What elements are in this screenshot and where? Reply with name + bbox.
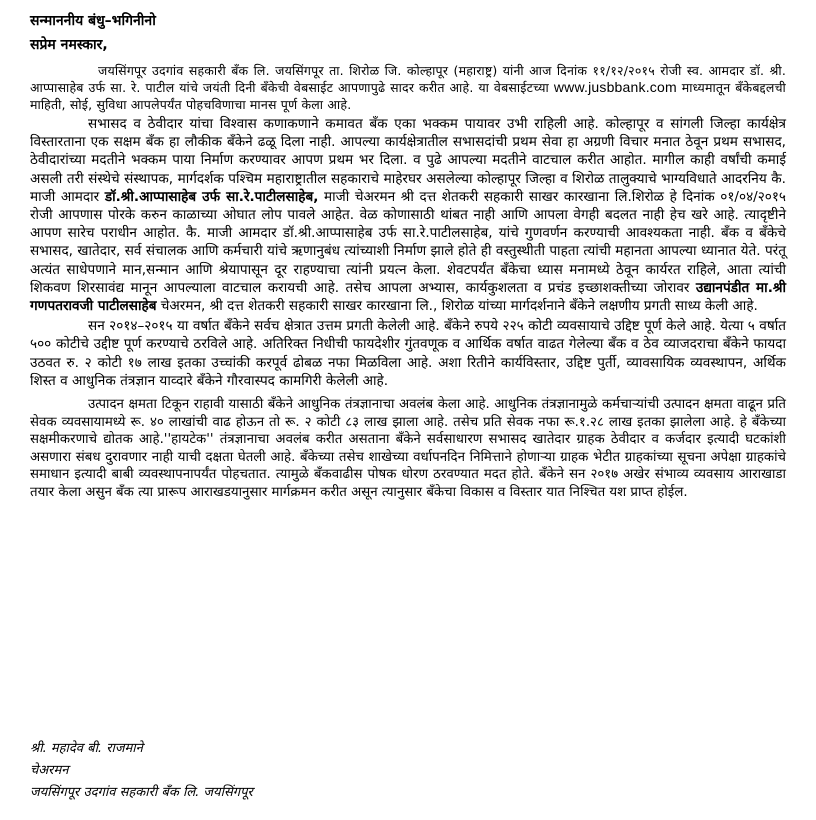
signatory-organization: जयसिंगपूर उदगांव सहकारी बँक लि. जयसिंगपूर: [30, 785, 253, 800]
tribute-paragraph: [30, 115, 786, 315]
letter-salutation: सप्रेम नमस्कार,: [30, 37, 108, 53]
tribute-text-3: चेअरमन, श्री दत्त शेतकरी सहकारी साखर कारखाना लि., शिरोळ यांच्या मार्गदर्शनाने बँकेने लक्षणीय प्रगती साध्य केली आहे.: [160, 298, 758, 315]
signatory-name: श्री. महादेव बी. राजमाने: [30, 741, 143, 756]
letter-greeting: सन्माननीय बंधु–भगिनीनो: [30, 13, 156, 29]
intro-text-after-url: माध्यमातून बँकेबद्दलची माहिती, सोई, सुविधा आपलेपर्यंत पोहचविणाचा मानस पूर्ण केला आहे.: [30, 80, 786, 112]
signature-block: [30, 738, 253, 804]
founder-name: डॉ.श्री.आप्पासाहेब उर्फ सा.रे.पाटीलसाहेब,: [104, 188, 319, 205]
tribute-text-1: सभासद व ठेवीदार यांचा विश्वास कणाकणाने कमावत बँक एका भक्कम पायावर उभी राहिली आहे. कोल्हापूर व सांगली जिल्हा कार्यक्षेत्र विस्तारताना एक सक्षम बँक हा लौकीक बँकेने ढळू दिला नाही. आपल्या कार्यक्षेत्रातील सभासदांची प्रथम सेवा हा अग्रणी विचार मनात ठेवून प्रथम सभासद, ठेवीदारांच्या मदतीने भक्कम पाया निर्माण करण्यावर आपण प्रथम भर दिला. व पुढे आपल्या मदतीने वाटचाल करीत आहोत. मागील काही वर्षांची कमाई असली तरी संस्थेचे संस्थापक, मार्गदर्शक पश्चिम महाराष्ट्रातील सहकाराचे माहेरघर असलेल्या कोल्हापूर जिल्हा व शिरोळ तालुक्याचे भाग्यविधाते आदरनिय कै. माजी आमदार: [30, 116, 786, 205]
website-url: www.jusbbank.com: [553, 79, 677, 95]
signatory-title: चेअरमन: [30, 763, 69, 778]
intro-text-before-url: जयसिंगपूर उदगांव सहकारी बँक लि. जयसिंगपूर ता. शिरोळ जि. कोल्हापूर (महाराष्ट्र) यांनी आज दिनांक ११/१२/२०१५ रोजी स्व. आमदार डॉ. श्री. आप्पासाहेब उर्फ सा. रे. पाटील यांचे जयंती दिनी बँकेची वेबसाईट आपणापुढे सादर करीत आहे. या वेबसाईटच्या: [30, 63, 786, 95]
chairman-guide-name: उद्यानपंडीत मा.श्री गणपतरावजी पाटीलसाहेब: [30, 279, 786, 315]
intro-paragraph: [30, 62, 786, 113]
tribute-text-2: माजी चेअरमन श्री दत्त शेतकरी सहकारी साखर कारखाना लि.शिरोळ हे दिनांक ०१/०४/२०१५ रोजी आपणास पोरके करुन काळाच्या ओघात लोप पावले आहेत. वेळ कोणासाठी थांबत नाही आणि आपला वेगही बदलत नाही हेच खरे आहे. त्यादृष्टीने आपण सारेच पराधीन आहोत. कै. माजी आमदार डॉ.श्री.आप्पासाहेब उर्फ सा.रे.पाटीलसाहेब, यांचे गुणवर्णन करण्याची आवश्यकता नाही. बँक व बँकेचे सभासद, खातेदार, सर्व संचालक आणि कर्मचारी यांचे ऋणानुबंध त्यांच्याशी निर्माण झाले होते ही वस्तुस्थीती पाहता त्यांची महानता आपल्या ध्यानात येते. परंतू अत्यंत साधेपणाने मान,सन्मान आणि श्रेयापासून दूर राहण्याचा त्यांनी प्रयत्न केला. शेवटपर्यंत बँकेचा ध्यास मनामध्ये ठेवून कार्यरत राहिले, आता त्यांची शिकवण शिरसावंद्य मानून आपल्याला वाटचाल करायची आहे. तसेच आपला अभ्यास, कार्यकुशलता व प्रचंड इच्छाशक्तीच्या जोरावर: [30, 188, 787, 296]
technology-paragraph: उत्पादन क्षमता टिकून राहावी यासाठी बँकेने आधुनिक तंत्रज्ञानाचा अवलंब केला आहे. आधुनिक तंत्रज्ञानामुळे कर्मचाऱ्यांची उत्पादन क्षमता वाढून प्रति सेवक व्यवसायामध्ये रू. ४० लाखांची वाढ होऊन तो रू. २ कोटी ८३ लाख झाला आहे. तसेच प्रति सेवक नफा रू.१.२८ लाख इतका झालेला आहे. हे बँकेच्या सक्षमीकरणाचे द्योतक आहे.''हायटेक'' तंत्रज्ञानाचा अवलंब करीत असताना बँकेने सर्वसाधारण सभासद खातेदार ग्राहक ठेवीदार व कर्जदार इत्यादी घटकांशी असणारा संबध दुरावणार नाही याची दक्षता घेतली आहे. बँकेच्या तसेच शाखेच्या वर्धापनदिन निमित्ताने होणाऱ्या ग्राहक भेटीत ग्राहकांच्या सूचना अपेक्षा ग्राहकांचे समाधान इत्यादी बाबी व्यवस्थापनापर्यंत पोहचतात. त्यामुळे बँकवाढीस पोषक धोरण ठरवण्यात मदत होते. बँकेने सन २०१७ अखेर संभाव्य व्यवसाय आराखाडा तयार केला असुन बँक त्या प्रारूप आराखडयानुसार मार्गक्रमन करीत असून त्यानुसार बँकेचा विकास व विस्तार यात निश्चित यश प्राप्त होईल.: [30, 397, 786, 501]
progress-paragraph: सन २०१४–२०१५ या वर्षात बँकेने सर्वच क्षेत्रात उत्तम प्रगती केलेली आहे. बँकेने रुपये २२५ कोटी व्यवसायाचे उद्दिष्ट पूर्ण केले आहे. येत्या ५ वर्षात ५०० कोटीचे उद्दीष्ट पूर्ण करण्याचे ठरविले आहे. अतिरिक्त निधीची फायदेशीर गुंतवणूक व आर्थिक वर्षात वाढत गेलेल्या बँक व ठेव व्याजदराचा बँकेने फायदा उठवत रु. २ कोटी १७ लाख इतका उच्चांकी करपूर्व ढोबळ नफा मिळविला आहे. अशा रितीने कार्यविस्तार, उद्दिष्ट पुर्ती, व्यावसायिक व्यवस्थापन, अर्थिक शिस्त व आधुनिक तंत्रज्ञान याव्दारे बँकेने गौरवास्पद कामगिरी केलेली आहे.: [30, 318, 786, 389]
